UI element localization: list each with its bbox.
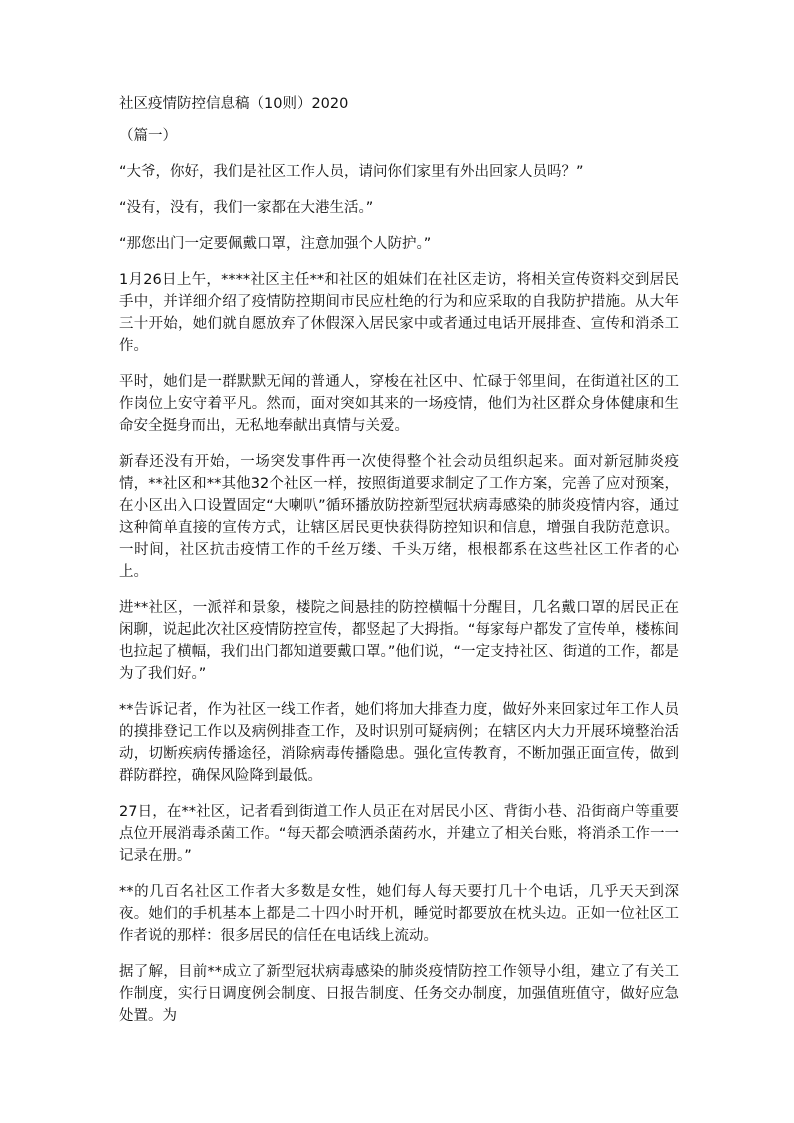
paragraph-body-1: 1月26日上午，****社区主任**和社区的姐妹们在社区走访，将相关宣传资料交到居民手中，并详细介绍了疫情防控期间市民应杜绝的行为和应采取的自我防护措施。从大年三十开始，她们就自愿放弃了休假深入居民家中或者通过电话开展排查、宣传和消杀工作。 <box>119 272 679 354</box>
paragraph-section-label: （篇一） <box>119 128 177 144</box>
paragraph-body-3: 新春还没有开始，一场突发事件再一次使得整个社会动员组织起来。面对新冠肺炎疫情，**社区和**其他32个社区一样，按照街道要求制定了工作方案，完善了应对预案，在小区出入口设置固定“大喇叭”循环播放防控新型冠状病毒感染的肺炎疫情内容，通过这种简单直接的宣传方式，让辖区居民更快获得防控知识和信息，增强自我防范意识。一时间，社区抗击疫情工作的千丝万缕、千头万绪，根根都系在这些社区工作者的心上。 <box>119 454 679 580</box>
paragraph-body-4: 进**社区，一派祥和景象，楼院之间悬挂的防控横幅十分醒目，几名戴口罩的居民正在闲聊，说起此次社区疫情防控宣传，都竖起了大拇指。“每家每户都发了宣传单，楼栋间也拉起了横幅，我们出门都知道要戴口罩。”他们说，“一定支持社区、街道的工作，都是为了我们好。” <box>119 600 679 682</box>
paragraph-body-5: **告诉记者，作为社区一线工作者，她们将加大排查力度，做好外来回家过年工作人员的摸排登记工作以及病例排查工作，及时识别可疑病例；在辖区内大力开展环境整治活动，切断疾病传播途径，消除病毒传播隐患。强化宣传教育，不断加强正面宣传，做到群防群控，确保风险降到最低。 <box>119 702 679 784</box>
paragraph-dialogue-2: “没有，没有，我们一家都在大港生活。” <box>119 200 374 216</box>
document-page <box>119 93 679 1041</box>
paragraph-dialogue-1: “大爷，你好，我们是社区工作人员，请问你们家里有外出回家人员吗？” <box>119 164 584 180</box>
document-title: 社区疫情防控信息稿（10则）2020 <box>119 96 349 112</box>
paragraph-dialogue-3: “那您出门一定要佩戴口罩，注意加强个人防护。” <box>119 236 432 252</box>
paragraph-body-8: 据了解，目前**成立了新型冠状病毒感染的肺炎疫情防控工作领导小组，建立了有关工作制度，实行日调度例会制度、日报告制度、任务交办制度，加强值班值守，做好应急处置。为 <box>119 964 679 1024</box>
paragraph-body-6: 27日，在**社区，记者看到街道工作人员正在对居民小区、背街小巷、沿街商户等重要点位开展消毒杀菌工作。“每天都会喷洒杀菌药水，并建立了相关台账，将消杀工作一一记录在册。” <box>119 804 679 864</box>
paragraph-body-2: 平时，她们是一群默默无闻的普通人，穿梭在社区中、忙碌于邻里间，在街道社区的工作岗位上安守着平凡。然而，面对突如其来的一场疫情，他们为社区群众身体健康和生命安全挺身而出，无私地奉献出真情与关爱。 <box>119 374 679 434</box>
paragraph-body-7: **的几百名社区工作者大多数是女性，她们每人每天要打几十个电话，几乎天天到深夜。她们的手机基本上都是二十四小时开机，睡觉时都要放在枕头边。正如一位社区工作者说的那样：很多居民的信任在电话线上流动。 <box>119 884 679 944</box>
